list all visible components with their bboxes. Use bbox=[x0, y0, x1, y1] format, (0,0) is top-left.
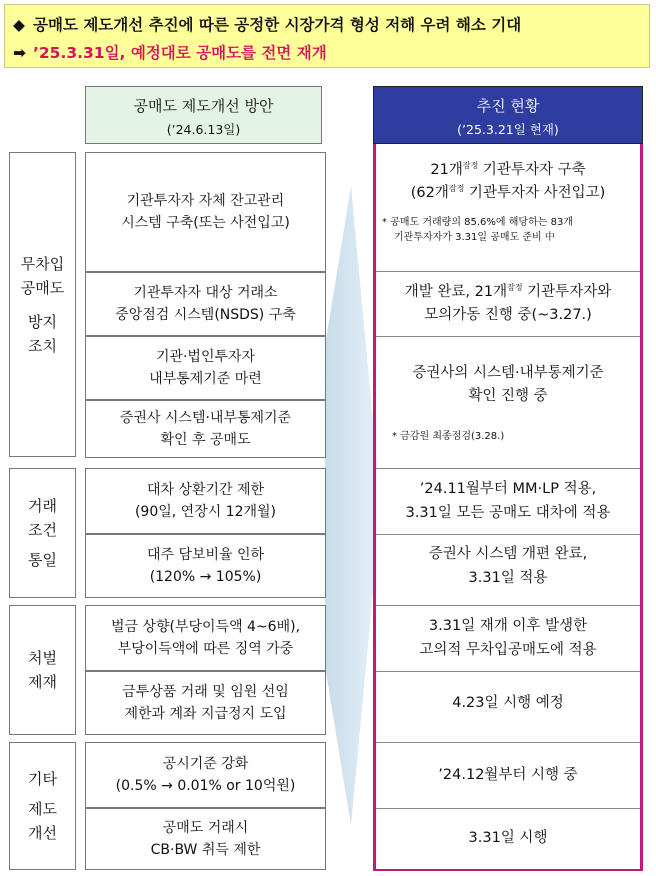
status-item: 증권사 시스템 개편 완료, 3.31일 적용 bbox=[376, 535, 640, 598]
footnote: * 공매도 거래량의 85.6%에 해당하는 83개 bbox=[382, 217, 573, 229]
plan-item: 기관투자자 자체 잔고관리 시스템 구축(또는 사전입고) bbox=[85, 152, 326, 272]
plan-item: 기관·법인투자자 내부통제기준 마련 bbox=[85, 336, 326, 400]
plan-item: 대주 담보비율 인하 (120% → 105%) bbox=[85, 534, 326, 598]
status-item: ’24.12월부터 시행 중 bbox=[376, 743, 640, 808]
status-item: 개발 완료, 21개$^{잠정}$ 기관투자자와 모의가동 진행 중(~3.27.) bbox=[376, 272, 640, 336]
plan-header-date: (’24.6.13일) bbox=[166, 122, 241, 137]
status-item: ’24.11월부터 MM·LP 적용, 3.31일 모든 공매도 대차에 적용 bbox=[376, 469, 640, 534]
footnote: * 금감원 최종점검(3.28.) bbox=[392, 431, 505, 442]
status-column-header bbox=[373, 86, 643, 144]
plan-item: 기관투자자 대상 거래소 중앙점검 시스템(NSDS) 구축 bbox=[85, 272, 326, 336]
banner-line-2: ➡ ’25.3.31일, 예정대로 공매도를 전면 재개 bbox=[13, 44, 327, 62]
status-item: 증권사의 시스템·내부통제기준 확인 진행 중 * 금감원 최종점검(3.28.) bbox=[376, 337, 640, 457]
plan-item: 대차 상환기간 제한 (90일, 연장시 12개월) bbox=[85, 468, 326, 534]
footnote: 기관투자자가 3.31일 공매도 준비 中 bbox=[394, 232, 555, 244]
diamond-bullet-icon: ◆ bbox=[13, 16, 25, 34]
status-header-date: (’25.3.21일 현재) bbox=[457, 122, 559, 137]
category-other-improvements: 기타 제도 개선 bbox=[9, 742, 76, 870]
category-naked-short-prevention: 무차입 공매도 방지 조치 bbox=[9, 152, 76, 457]
banner-line-1: ◆ 공매도 제도개선 추진에 따른 공정한 시장가격 형성 저해 우려 해소 기대 bbox=[13, 16, 522, 34]
plan-item: 증권사 시스템·내부통제기준 확인 후 공매도 bbox=[85, 400, 326, 458]
plan-header-title: 공매도 제도개선 방안 bbox=[133, 97, 274, 115]
status-header-title: 추진 현황 bbox=[476, 97, 540, 115]
status-item: 21개$^{잠정}$ 기관투자자 구축 (62개$^{잠정}$ 기관투자자 사전입고) * 공매도 거래량의 85.6%에 해당하는 83개 기관투자자가 3.31일 공매도 준비 中 bbox=[376, 147, 640, 271]
status-item: 4.23일 시행 예정 bbox=[376, 672, 640, 735]
category-trading-conditions: 거래 조건 통일 bbox=[9, 468, 76, 598]
plan-item: 벌금 상향(부당이득액 4~6배), 부당이득액에 따른 징역 가중 bbox=[85, 605, 326, 671]
plan-item: 금투상품 거래 및 임원 선임 제한과 계좌 지급정지 도입 bbox=[85, 671, 326, 735]
status-item: 3.31일 시행 bbox=[376, 809, 640, 869]
plan-item: 공매도 거래시 CB·BW 취득 제한 bbox=[85, 808, 326, 870]
category-penalties: 처벌 제재 bbox=[9, 605, 76, 735]
plan-column-header bbox=[85, 86, 322, 144]
status-item: 3.31일 재개 이후 발생한 고의적 무차입공매도에 적용 bbox=[376, 606, 640, 671]
summary-banner bbox=[4, 4, 650, 68]
plan-item: 공시기준 강화 (0.5% → 0.01% or 10억원) bbox=[85, 742, 326, 808]
right-arrow-icon: ➡ bbox=[13, 44, 26, 62]
